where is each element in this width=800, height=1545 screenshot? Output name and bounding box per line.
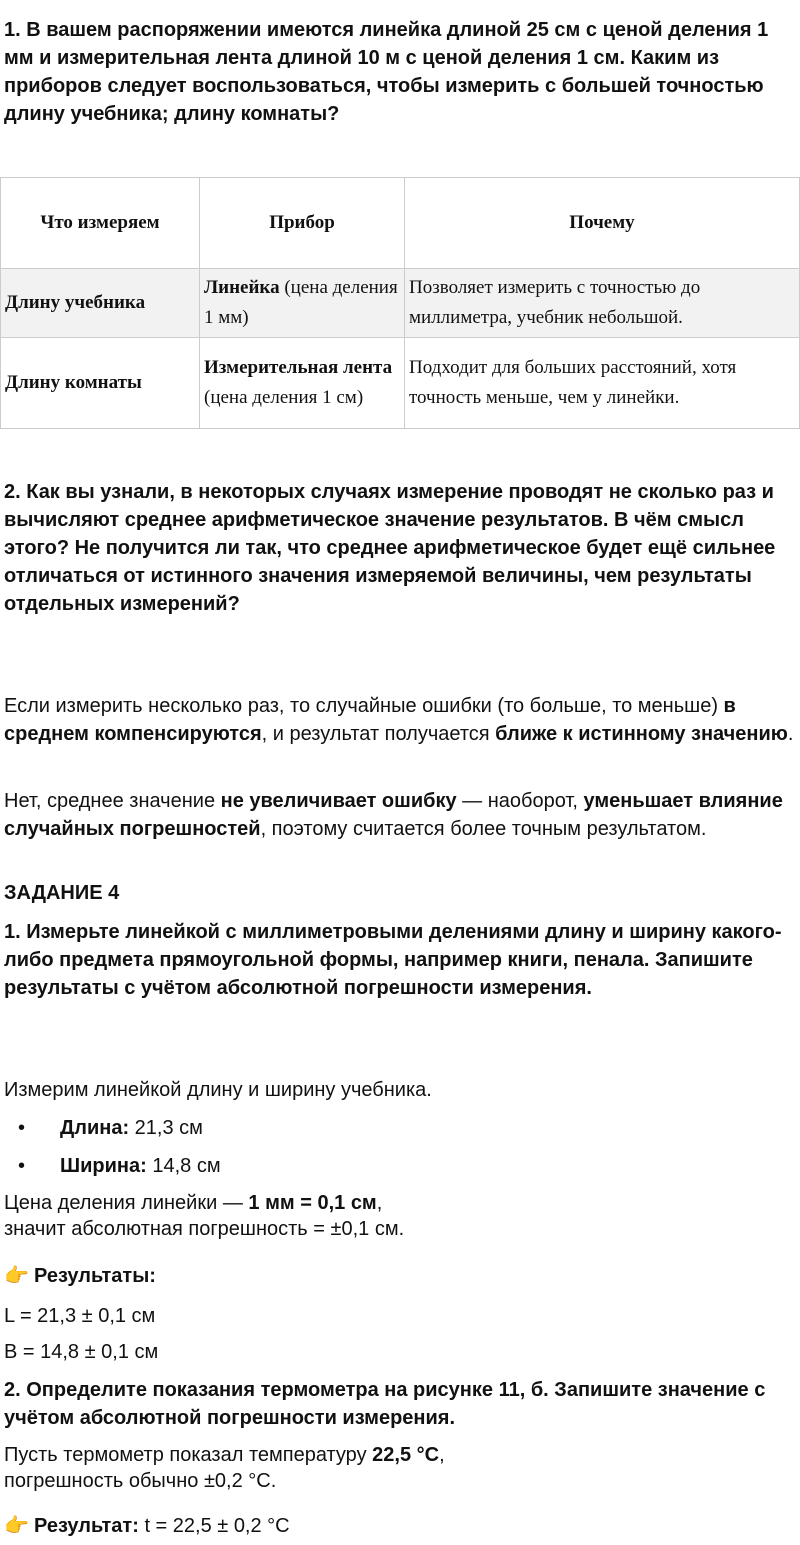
answer-table — [0, 177, 800, 429]
emphasis: уменьшает влияние случайных погрешностей — [4, 790, 783, 840]
pointing-hand-icon: 👉 — [4, 1515, 29, 1537]
text: . — [787, 723, 794, 745]
text: , поэтому считается более точным результатом. — [260, 818, 707, 840]
result-label: Результат: — [34, 1515, 139, 1537]
item-value: 14,8 см — [146, 1155, 221, 1177]
task-title: ЗАДАНИЕ 4 — [4, 882, 120, 904]
cell-what: Длину учебника — [1, 269, 200, 338]
task4-question-1: 1. Измерьте линейкой с миллиметровыми делениями длину и ширину какого-либо предмета прямоугольной формы, например книги, пенала. Запишите результаты с учётом абсолютной погрешности измерения. — [4, 921, 782, 999]
question-1: 1. В вашем распоряжении имеются линейка длиной 25 см с ценой деления 1 мм и измерительная лента длиной 10 м с ценой деления 1 см. Каким из приборов следует воспользоваться, чтобы измерить с большей точностью длину учебника; длину комнаты? — [4, 19, 769, 125]
bullet-icon: • — [18, 1155, 26, 1177]
list-item — [60, 1114, 796, 1142]
item-label: Длина: — [60, 1117, 130, 1139]
result-length: L = 21,3 ± 0,1 см — [4, 1305, 156, 1327]
bullet-icon: • — [18, 1117, 26, 1139]
table-row — [1, 269, 800, 338]
item-value: 21,3 см — [129, 1117, 203, 1139]
text: Нет, среднее значение — [4, 790, 221, 812]
emphasis: в среднем компенсируются — [4, 695, 736, 745]
answer-paragraph-2 — [4, 787, 796, 843]
cell-why: Позволяет измерить с точностью до миллиметра, учебник небольшой. — [405, 269, 800, 338]
cell-what: Длину комнаты — [1, 338, 200, 429]
text: , — [376, 1192, 383, 1214]
thermo-text — [4, 1442, 796, 1494]
text: Пусть термометр показал температуру — [4, 1444, 373, 1466]
cell-why: Подходит для больших расстояний, хотя точность меньше, чем у линейки. — [405, 338, 800, 429]
emphasis: ближе к истинному значению — [495, 723, 788, 745]
text: Цена деления линейки — — [4, 1192, 249, 1214]
results-label: Результаты: — [34, 1265, 156, 1287]
answer-paragraph-1 — [4, 692, 796, 748]
header-why: Почему — [405, 178, 800, 269]
question-2: 2. Как вы узнали, в некоторых случаях измерение проводят не сколько раз и вычисляют среднее арифметическое значение результатов. В чём смысл этого? Не получится ли так, что среднее арифметическое будет ещё сильнее отличаться от истинного значения измеряемой величины, чем результаты отдельных измерений? — [4, 481, 776, 615]
text: погрешность обычно ±0,2 °C. — [4, 1470, 277, 1492]
header-what: Что измеряем — [1, 178, 200, 269]
device-detail: (цена деления 1 мм) — [204, 277, 398, 328]
list-item — [60, 1152, 796, 1180]
intro-text: Измерим линейкой длину и ширину учебника. — [4, 1079, 432, 1101]
results-heading — [4, 1262, 796, 1290]
cell-device — [200, 269, 405, 338]
text: Если измерить несколько раз, то случайные ошибки (то больше, то меньше) — [4, 695, 724, 717]
task4-question-2: 2. Определите показания термометра на рисунке 11, б. Запишите значение с учётом абсолютной погрешности измерения. — [4, 1379, 766, 1429]
table-row — [1, 338, 800, 429]
cell-device — [200, 338, 405, 429]
device-detail: (цена деления 1 см) — [204, 387, 364, 408]
header-device: Прибор — [200, 178, 405, 269]
text: значит абсолютная погрешность = ±0,1 см. — [4, 1218, 405, 1240]
text: , и результат получается — [261, 723, 496, 745]
emphasis: 22,5 °C — [372, 1444, 440, 1466]
division-text — [4, 1190, 796, 1242]
text: , — [439, 1444, 445, 1466]
emphasis: не увеличивает ошибку — [220, 790, 457, 812]
result-width: B = 14,8 ± 0,1 см — [4, 1341, 159, 1363]
device-name: Измерительная лента — [204, 357, 393, 378]
device-name: Линейка — [204, 277, 280, 298]
item-label: Ширина: — [60, 1155, 147, 1177]
final-result — [4, 1512, 796, 1540]
table-header-row — [1, 178, 800, 269]
text: — наоборот, — [456, 790, 584, 812]
pointing-hand-icon: 👉 — [4, 1265, 29, 1287]
result-value: t = 22,5 ± 0,2 °C — [138, 1515, 290, 1537]
emphasis: 1 мм = 0,1 см — [248, 1192, 377, 1214]
